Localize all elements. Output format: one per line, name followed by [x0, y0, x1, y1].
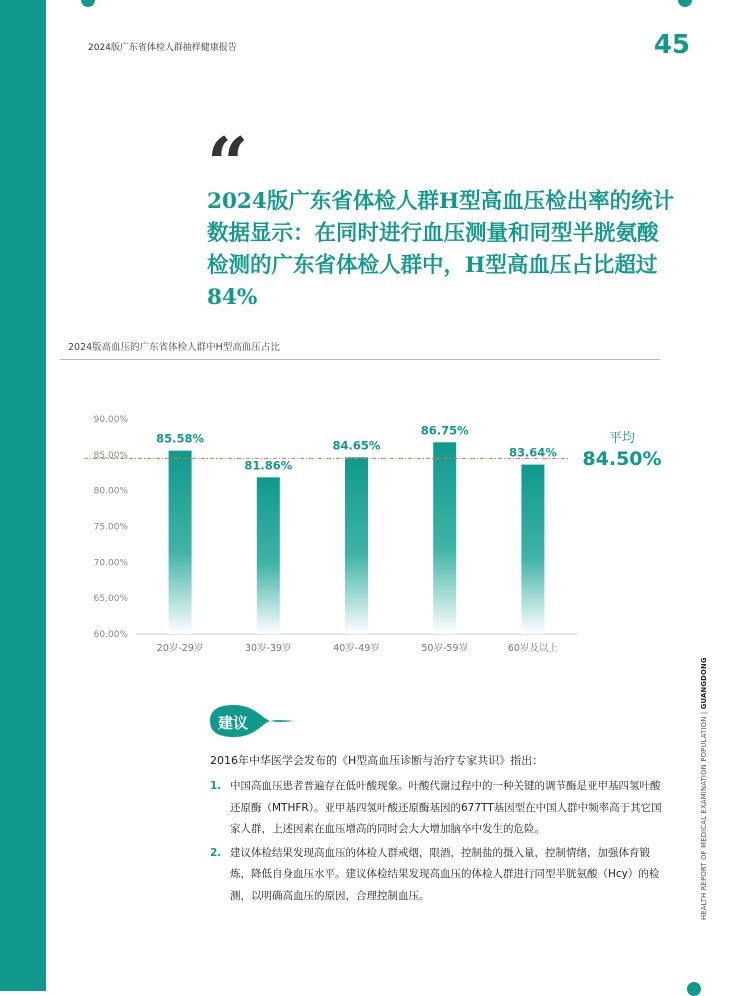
page-number: 45 [653, 30, 690, 60]
report-title: 2024版广东省体检人群抽样健康报告 [88, 43, 237, 53]
side-report-region: GUANGDONG [700, 657, 708, 710]
y-tick-label: 65.00% [93, 594, 128, 605]
average-value: 84.50% [582, 448, 662, 470]
side-report-prefix: HEALTH REPORT OF MEDICAL EXAMINATION POPULATION [700, 716, 708, 920]
advice-intro: 2016年中华医学会发布的《H型高血压诊断与治疗专家共识》指出： [210, 754, 544, 767]
side-report-text [688, 657, 708, 920]
bar-value-label: 85.58% [156, 431, 205, 446]
bar [169, 451, 192, 634]
caption-divider [60, 359, 660, 360]
advice-item-number: 1. [210, 780, 222, 792]
bar [257, 477, 280, 634]
quote-mark-icon: “ [207, 121, 249, 206]
side-report-separator: | [700, 711, 708, 715]
y-tick-label: 60.00% [93, 630, 128, 640]
headline-quote: 2024版广东省体检人群H型高血压检出率的统计数据显示：在同时进行血压测量和同型半胱氨酸检测的广东省体检人群中，H型高血压占比超过84% [207, 189, 675, 310]
advice-label: 建议 [218, 714, 249, 732]
advice-list [210, 776, 670, 909]
x-tick-label: 40岁-49岁 [333, 643, 380, 654]
bar [345, 457, 368, 634]
advice-item-number: 2. [210, 846, 222, 859]
bar-value-label: 83.64% [508, 445, 557, 460]
x-tick-label: 60岁及以上 [507, 643, 558, 654]
y-tick-label: 75.00% [93, 522, 128, 533]
average-label: 平均 [608, 431, 636, 446]
y-tick-label: 85.00% [93, 450, 128, 461]
x-tick-label: 20岁-29岁 [156, 643, 204, 654]
decorative-dot-top-right [678, 0, 692, 7]
decorative-dot-bottom-right [687, 982, 701, 996]
bar-value-label: 81.86% [244, 458, 293, 473]
advice-item [210, 843, 670, 908]
y-tick-label: 90.00% [93, 415, 128, 425]
bar-value-label: 84.65% [332, 438, 381, 453]
y-tick-label: 80.00% [93, 486, 128, 497]
bar [433, 442, 456, 634]
advice-item-text: 中国高血压患者普遍存在低叶酸现象。叶酸代谢过程中的一种关键的调节酶是亚甲基四氢叶酸还原酶（MTHFR）。亚甲基四氢叶酸还原酶基因的677TT基因型在中国人群中频率高于其它国家人群，上述因素在血压增高的同时会大大增加脑卒中发生的危险。 [230, 780, 662, 835]
bar-chart [0, 380, 730, 680]
x-tick-label: 30岁-39岁 [244, 643, 292, 654]
bar [521, 465, 544, 634]
advice-item-text: 建议体检结果发现高血压的体检人群戒烟，限酒，控制盐的摄入量，控制情绪，加强体育锻炼，降低自身血压水平。建议体检结果发现高血压的体检人群进行同型半胱氨酸（Hcy）的检测，以明确高血压的原因，合理控制血压。 [230, 846, 660, 902]
bar-value-label: 86.75% [420, 423, 469, 438]
x-tick-label: 50岁-59岁 [421, 643, 469, 654]
y-tick-label: 70.00% [93, 558, 128, 569]
decorative-dot-top-left [81, 0, 95, 7]
chart-caption: 2024版高血压的广东省体检人群中H型高血压占比 [68, 342, 280, 353]
advice-item [210, 776, 670, 841]
